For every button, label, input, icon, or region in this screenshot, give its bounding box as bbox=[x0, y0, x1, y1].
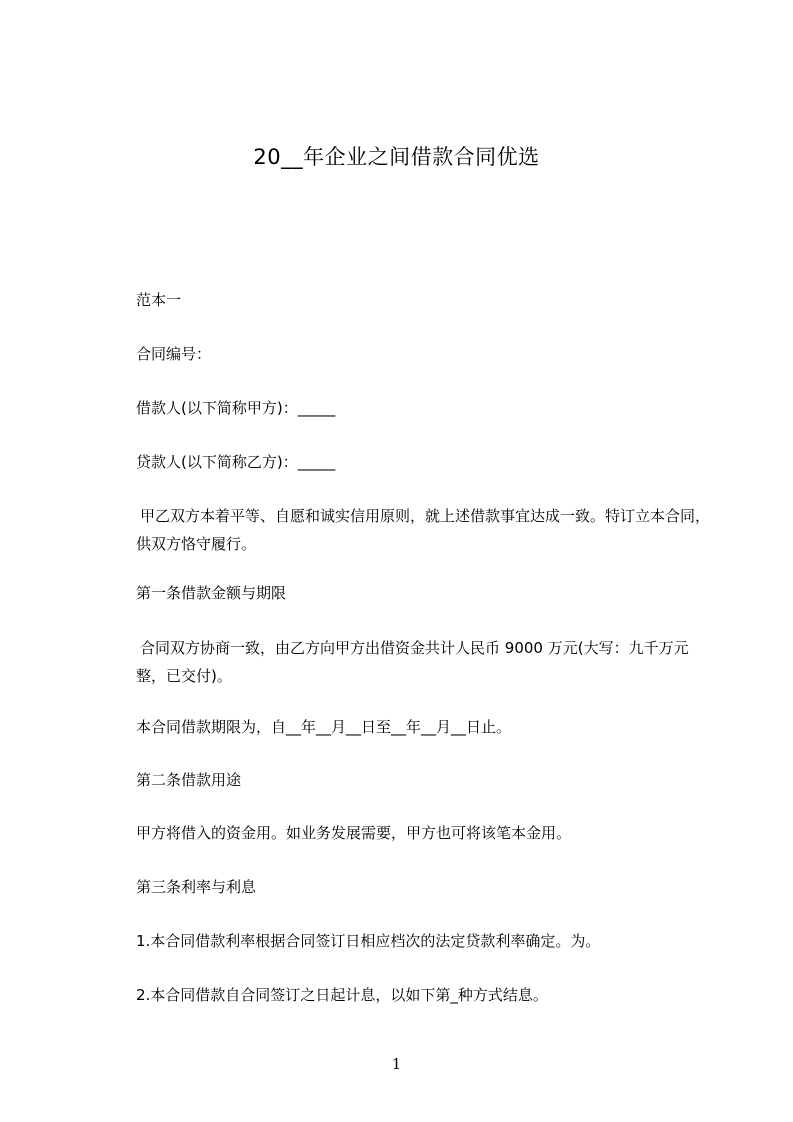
paragraph-loan-term: 本合同借款期限为，自__年__月__日至__年__月__日止。 bbox=[136, 718, 512, 736]
paragraph-loan-purpose: 甲方将借入的资金用。如业务发展需要，甲方也可将该笔本金用。 bbox=[136, 824, 572, 842]
paragraph-interest-calculation: 2.本合同借款自合同签订之日起计息，以如下第_种方式结息。 bbox=[136, 986, 548, 1004]
page-number: 1 bbox=[391, 1055, 402, 1073]
paragraph-preamble: 甲乙双方本着平等、自愿和诚实信用原则，就上述借款事宜达成一致。特订立本合同，供双方恪守履行。 bbox=[136, 507, 711, 553]
paragraph-interest-rate: 1.本合同借款利率根据合同签订日相应档次的法定贷款利率确定。为。 bbox=[136, 932, 601, 950]
heading-article-1: 第一条借款金额与期限 bbox=[136, 584, 287, 602]
paragraph-template-label: 范本一 bbox=[136, 291, 182, 309]
heading-article-3: 第三条利率与利息 bbox=[136, 878, 257, 896]
paragraph-contract-number: 合同编号： bbox=[136, 345, 212, 363]
paragraph-loan-amount: 合同双方协商一致，由乙方向甲方出借资金共计人民币 9000 万元(大写：九千万元整，已交付)。 bbox=[136, 639, 689, 685]
heading-article-2: 第二条借款用途 bbox=[136, 771, 242, 789]
document-title: 20__年企业之间借款合同优选 bbox=[253, 145, 540, 169]
paragraph-lender: 贷款人(以下简称乙方)：_____ bbox=[136, 453, 336, 471]
paragraph-borrower: 借款人(以下简称甲方)：_____ bbox=[136, 399, 336, 417]
